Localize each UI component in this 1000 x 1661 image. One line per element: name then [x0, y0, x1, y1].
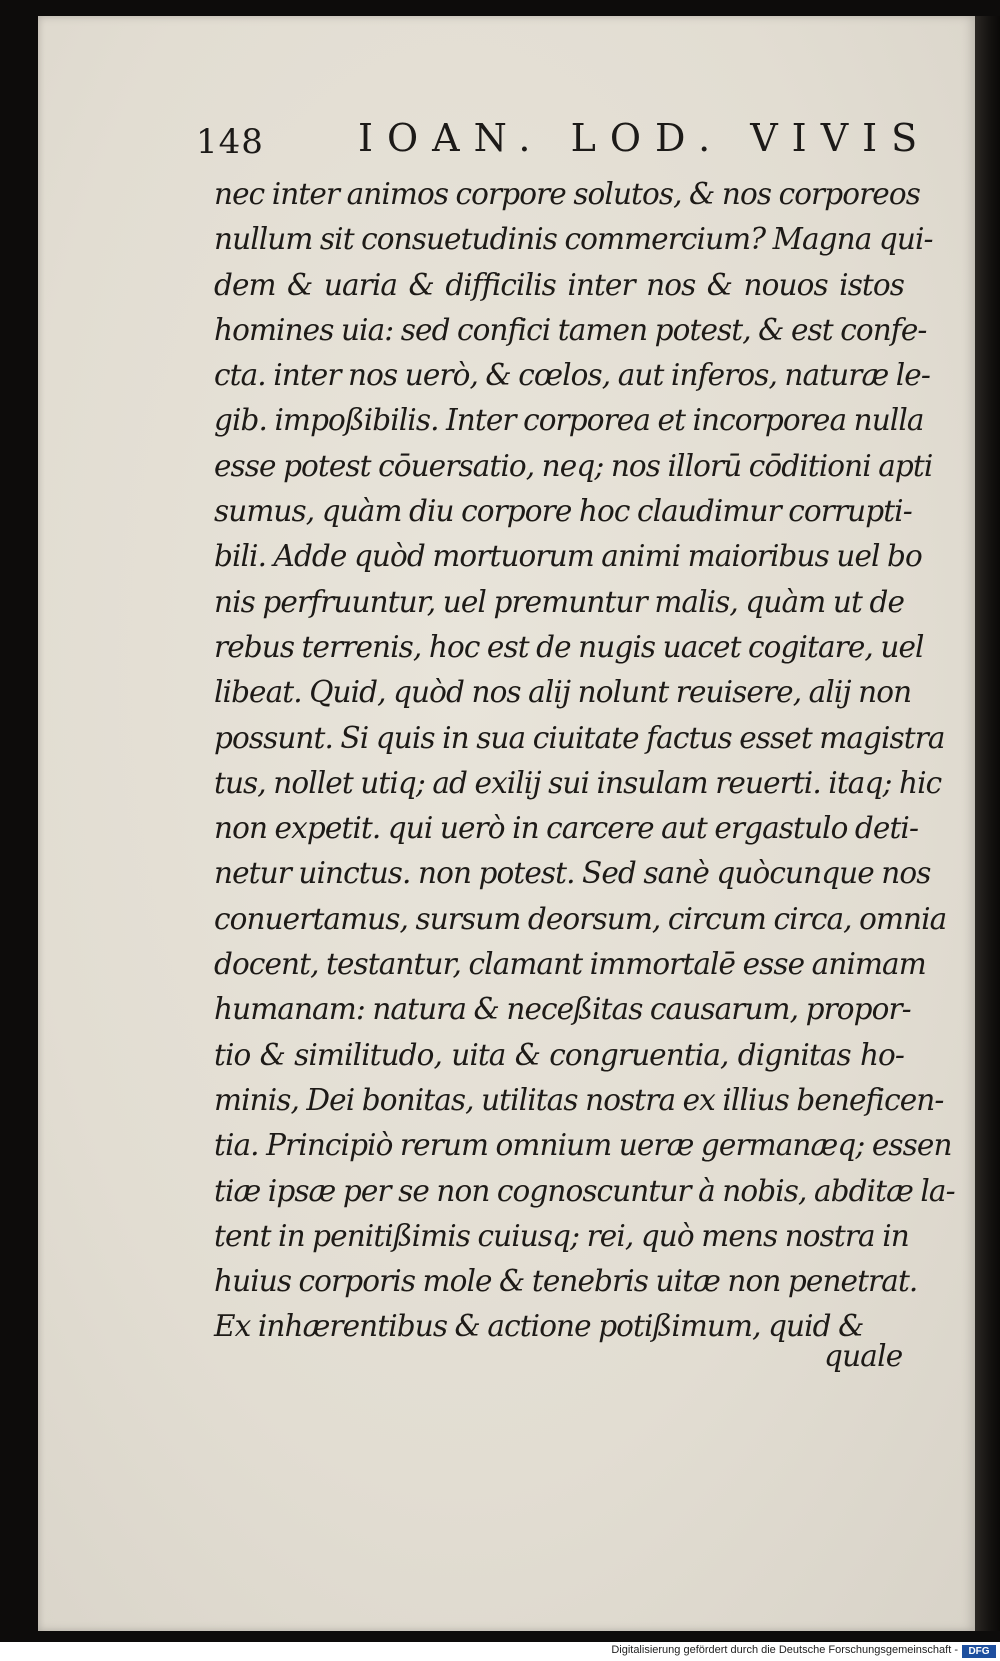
funding-credit: Digitalisierung gefördert durch die Deutsche Forschungsgemeinschaft -	[611, 1644, 958, 1656]
text-line: gib. impoßibilis. Inter corporea et incorporea nulla	[214, 403, 924, 438]
text-line: tio & similitudo, uita & congruentia, dignitas ho-	[214, 1037, 904, 1072]
text-line: tia. Principiò rerum omnium ueræ germanæq; essen	[214, 1128, 952, 1163]
page-number: 148	[196, 122, 264, 162]
page-edge-shadow	[975, 16, 1000, 1631]
body-text	[214, 172, 955, 1350]
text-line: libeat. Quid, quòd nos alij nolunt reuisere, alij non	[214, 675, 912, 710]
text-line: bili. Adde quòd mortuorum animi maioribus uel bo	[214, 539, 922, 574]
dfg-logo[interactable]: DFG	[962, 1645, 996, 1658]
text-line: netur uinctus. non potest. Sed sanè quòcunque nos	[214, 856, 931, 891]
text-line: minis, Dei bonitas, utilitas nostra ex illius beneficen-	[214, 1082, 944, 1117]
text-line: tus, nollet utiq; ad exilij sui insulam reuerti. itaq; hic	[214, 765, 942, 800]
page-header	[196, 112, 932, 162]
text-line: conuertamus, sursum deorsum, circum circa, omnia	[214, 901, 947, 936]
text-line: Ex inhærentibus & actione potißimum, quid &	[214, 1309, 864, 1344]
text-line: sumus, quàm diu corpore hoc claudimur corrupti-	[214, 494, 912, 529]
text-line: homines uia: sed confici tamen potest, & est confe-	[214, 312, 927, 347]
text-line: cta. inter nos uerò, & cœlos, aut inferos, naturæ le-	[214, 358, 930, 393]
catchword: quale	[824, 1339, 903, 1373]
text-line: nec inter animos corpore solutos, & nos corporeos	[214, 177, 920, 211]
text-line: tiæ ipsæ per se non cognoscuntur à nobis, abditæ la-	[214, 1173, 955, 1208]
text-line: possunt. Si quis in sua ciuitate factus esset magistra	[214, 720, 945, 755]
digitization-footer	[0, 1642, 1000, 1661]
text-line: nullum sit consuetudinis commercium? Magna qui-	[214, 222, 933, 257]
text-line: tent in penitißimis cuiusq; rei, quò mens nostra in	[214, 1218, 909, 1253]
text-line: nis perfruuntur, uel premuntur malis, quàm ut de	[214, 584, 904, 619]
text-line: docent, testantur, clamant immortalē esse animam	[214, 947, 926, 982]
text-line: dem & uaria & difficilis inter nos & nouos istos	[214, 267, 904, 302]
text-line: rebus terrenis, hoc est de nugis uacet cogitare, uel	[214, 629, 924, 664]
text-line: esse potest cōuersatio, neq; nos illorū cōditioni apti	[214, 448, 933, 483]
text-line: huius corporis mole & tenebris uitæ non penetrat.	[214, 1264, 918, 1299]
text-line: humanam: natura & neceßitas causarum, propor-	[214, 992, 911, 1027]
text-line: non expetit. qui uerò in carcere aut ergastulo deti-	[214, 811, 919, 846]
running-head: IOAN. LOD. VIVIS	[358, 116, 932, 160]
